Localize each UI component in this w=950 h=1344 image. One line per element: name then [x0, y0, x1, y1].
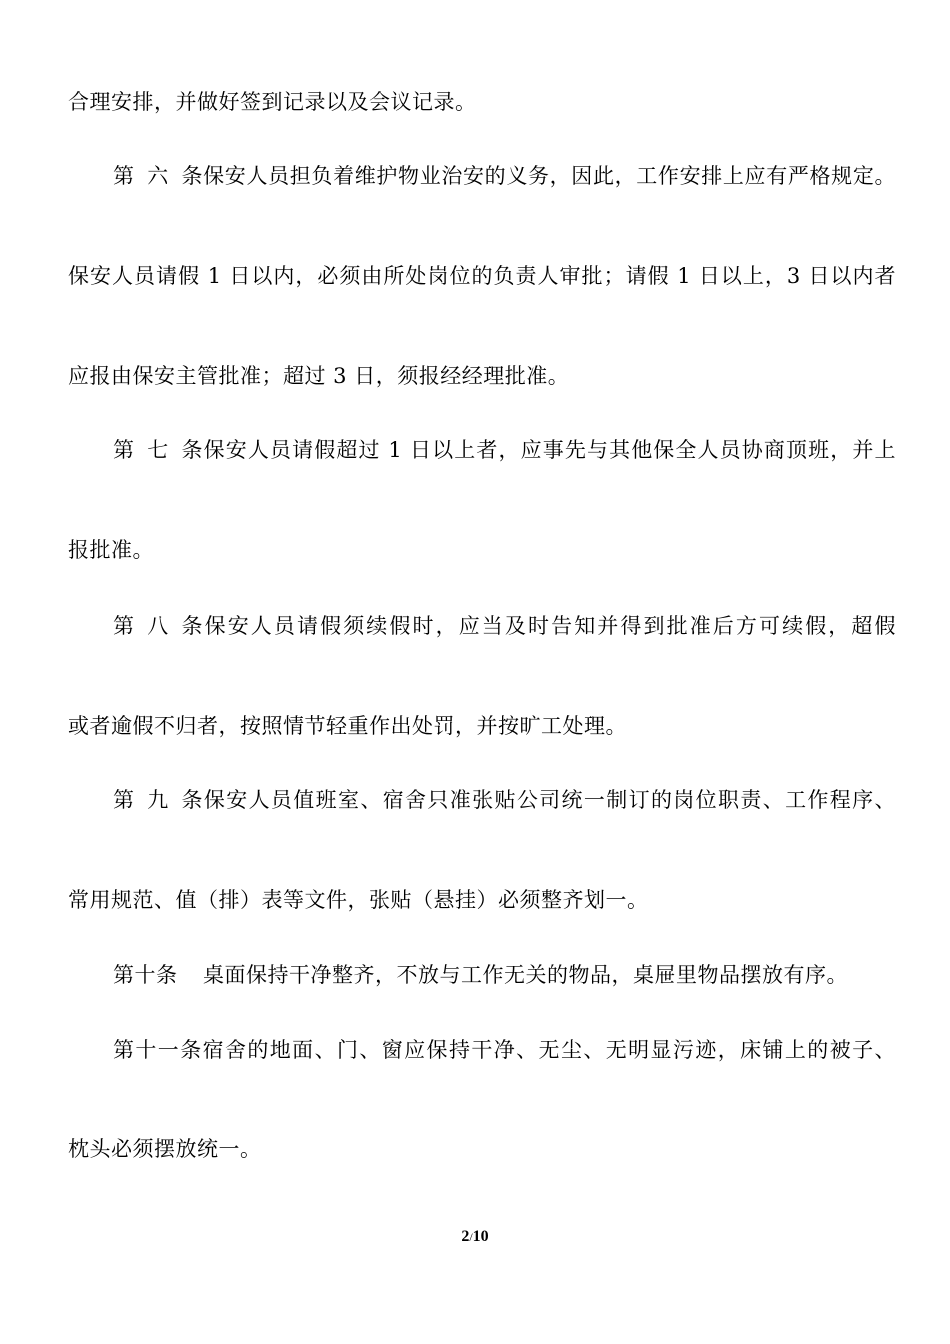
article-text: 保安人员担负着维护物业治安的义务，因此，工作安排上应有严格规定。 — [203, 164, 896, 188]
page-number — [0, 1226, 950, 1248]
article-text: 桌面保持干净整齐，不放与工作无关的物品，桌屉里物品摆放有序。 — [203, 963, 848, 987]
paragraph-line: 常用规范、值（排）表等文件，张贴（悬挂）必须整齐划一。 — [68, 888, 649, 912]
total-pages: 10 — [472, 1228, 489, 1245]
article-8-line — [113, 612, 896, 640]
paragraph-line: 合理安排，并做好签到记录以及会议记录。 — [68, 90, 477, 114]
article-number: 第十条 — [113, 963, 178, 987]
article-6-line — [113, 162, 896, 190]
paragraph-line: 报批准。 — [68, 538, 154, 562]
article-text: 保安人员请假超过 1 日以上者，应事先与其他保全人员协商顶班，并上 — [203, 438, 896, 462]
paragraph-line: 保安人员请假 1 日以内，必须由所处岗位的负责人审批；请假 1 日以上，3 日以内者 — [68, 264, 896, 288]
page-separator: / — [469, 1230, 473, 1244]
article-number: 第八条 — [113, 614, 203, 638]
article-9-line — [113, 786, 896, 814]
article-10-line — [113, 961, 896, 989]
article-text: 保安人员值班室、宿舍只准张贴公司统一制订的岗位职责、工作程序、 — [203, 788, 896, 812]
article-text: 保安人员请假须续假时，应当及时告知并得到批准后方可续假，超假 — [203, 614, 896, 638]
article-number: 第七条 — [113, 438, 203, 462]
article-number: 第六条 — [113, 164, 203, 188]
article-7-line — [113, 436, 896, 464]
current-page: 2 — [461, 1228, 470, 1245]
paragraph-line: 或者逾假不归者，按照情节轻重作出处罚，并按旷工处理。 — [68, 714, 627, 738]
article-number: 第九条 — [113, 788, 203, 812]
paragraph-line: 枕头必须摆放统一。 — [68, 1137, 262, 1161]
paragraph-line: 应报由保安主管批准；超过 3 日，须报经经理批准。 — [68, 364, 570, 388]
article-11-line: 第十一条宿舍的地面、门、窗应保持干净、无尘、无明显污迹，床铺上的被子、 — [113, 1038, 896, 1062]
